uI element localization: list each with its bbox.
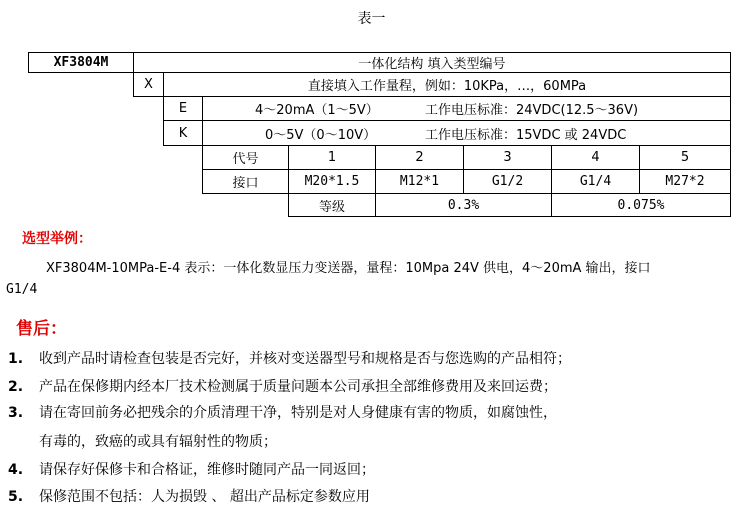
code-e-cell: E bbox=[163, 96, 203, 121]
after-sales-item bbox=[8, 431, 277, 451]
item-number: 4. bbox=[8, 462, 24, 478]
item-text: 收到产品时请检查包装是否完好，并核对变送器型号和规格是否与您选购的产品相符； bbox=[39, 351, 571, 367]
port-value-4: G1/4 bbox=[551, 169, 640, 194]
example-title: 选型举例： bbox=[22, 231, 92, 247]
after-sales-item bbox=[8, 459, 375, 479]
code-value-1: 1 bbox=[288, 145, 376, 170]
item-text: 保修范围不包括：人为损毁 、 超出产品标定参数应用 bbox=[39, 489, 370, 505]
item-text: 请在寄回前务必把残余的介质清理干净，特别是对人身健康有害的物质，如腐蚀性， bbox=[39, 405, 557, 421]
signal-k-cell bbox=[202, 120, 731, 146]
item-number: 3. bbox=[8, 405, 24, 421]
signal-e-cell bbox=[202, 96, 731, 121]
item-text: 请保存好保修卡和合格证，维修时随同产品一同返回； bbox=[39, 462, 375, 478]
grade-value-2: 0.075% bbox=[551, 193, 731, 217]
port-value-2: M12*1 bbox=[375, 169, 464, 194]
grade-label-cell: 等级 bbox=[288, 193, 376, 217]
item-number: 5. bbox=[8, 489, 24, 505]
item-text: 有毒的，致癌的或具有辐射性的物质； bbox=[39, 434, 277, 450]
item-number: 2. bbox=[8, 379, 24, 395]
code-value-4: 4 bbox=[551, 145, 640, 170]
model-cell: XF3804M bbox=[28, 52, 134, 73]
port-label-cell: 接口 bbox=[202, 169, 289, 194]
port-value-1: M20*1.5 bbox=[288, 169, 376, 194]
after-sales-item bbox=[8, 402, 557, 422]
after-sales-title: 售后： bbox=[16, 319, 67, 339]
item-text: 产品在保修期内经本厂技术检测属于质量问题本公司承担全部维修费用及来回运费； bbox=[39, 379, 557, 395]
example-line-2: G1/4 bbox=[6, 282, 38, 297]
example-line-1: XF3804M-10MPa-E-4 表示：一体化数显压力变送器，量程：10Mpa 24V 供电，4～20mA 输出，接口 bbox=[46, 261, 651, 276]
signal-e-output: 4～20mA（1～5V） bbox=[255, 103, 379, 118]
signal-k-voltage: 工作电压标准：15VDC 或 24VDC bbox=[425, 127, 627, 143]
port-value-3: G1/2 bbox=[463, 169, 552, 194]
signal-e-voltage: 工作电压标准：24VDC(12.5～36V) bbox=[425, 103, 639, 118]
code-value-5: 5 bbox=[639, 145, 731, 170]
range-description-cell: 直接填入工作量程，例如：10KPa，…，60MPa bbox=[163, 72, 731, 97]
table-caption: 表一 bbox=[357, 11, 386, 27]
after-sales-item bbox=[8, 486, 370, 506]
port-value-5: M27*2 bbox=[639, 169, 731, 194]
code-label-cell: 代号 bbox=[202, 145, 289, 170]
code-value-2: 2 bbox=[375, 145, 464, 170]
signal-k-output: 0～5V（0～10V） bbox=[265, 127, 377, 143]
item-number: 1. bbox=[8, 351, 24, 367]
code-value-3: 3 bbox=[463, 145, 552, 170]
table-title-cell: 一体化结构 填入类型编号 bbox=[133, 52, 731, 73]
after-sales-item bbox=[8, 376, 557, 396]
after-sales-item bbox=[8, 348, 571, 368]
code-k-cell: K bbox=[163, 120, 203, 146]
grade-value-1: 0.3% bbox=[375, 193, 552, 217]
code-x-cell: X bbox=[133, 72, 164, 97]
